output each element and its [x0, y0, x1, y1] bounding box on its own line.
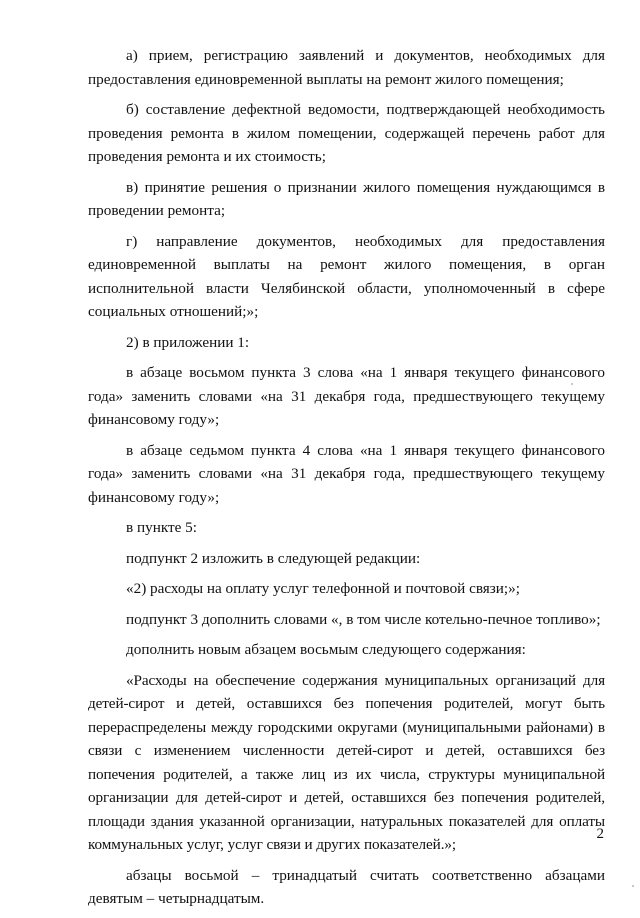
scan-speck [632, 885, 634, 887]
document-body [88, 44, 605, 918]
paragraph-subpoint-3: подпункт 3 дополнить словами «, в том числе котельно-печное топливо»; [126, 610, 601, 628]
paragraph-new-abzac-text: «Расходы на обеспечение содержания муниципальных организаций для детей-сирот и детей, оставшихся без попечения родителей, могут быть перераспределены между городскими округами (муниципальными районами) в связи с изменением численности детей-сирот и детей, оставшихся без попечения родителей, а также лиц из их числа, структуры муниципальной организации для детей-сирот и детей, оставшихся без попечения родителей, площади здания указанной организации, натуральных показателей для оплаты коммунальных услуг, услуг связи и других показателей.»; [88, 671, 605, 853]
paragraph-subpoint-2-text: «2) расходы на оплату услуг телефонной и почтовой связи;»; [126, 580, 520, 597]
paragraph-b: б) составление дефектной ведомости, подтверждающей необходимость проведения ремонта в жилом помещении, содержащей перечень работ для проведения ремонта и их стоимость; [88, 101, 605, 165]
scan-speck [571, 383, 573, 385]
paragraph-v: в) принятие решения о признании жилого помещения нуждающимся в проведении ремонта; [88, 178, 605, 219]
paragraph-g: г) направление документов, необходимых для предоставления единовременной выплаты на ремонт жилого помещения, в орган исполнительной власти Челябинской области, уполномоченный в сфере социальных отношений;»; [88, 232, 605, 320]
paragraph-subpoint-2: подпункт 2 изложить в следующей редакции: [126, 549, 421, 567]
paragraph-renumber: абзацы восьмой – тринадцатый считать соответственно абзацами девятым – четырнадцатым. [88, 866, 605, 907]
paragraph-new-abzac: дополнить новым абзацем восьмым следующего содержания: [126, 641, 526, 658]
paragraph-a: а) прием, регистрацию заявлений и документов, необходимых для предоставления единовременной выплаты на ремонт жилого помещения; [88, 47, 605, 88]
paragraph-point-3: в абзаце восьмом пункта 3 слова «на 1 января текущего финансового года» заменить словами «на 31 декабря года, предшествующего текущему финансовому году»; [88, 364, 605, 428]
page-number: 2 [596, 826, 604, 842]
paragraph-appendix-1: 2) в приложении 1: [126, 333, 250, 351]
paragraph-point-5: в пункте 5: [126, 519, 197, 536]
paragraph-point-4: в абзаце седьмом пункта 4 слова «на 1 января текущего финансового года» заменить словами «на 31 декабря года, предшествующего текущему финансовому году»; [88, 441, 605, 506]
